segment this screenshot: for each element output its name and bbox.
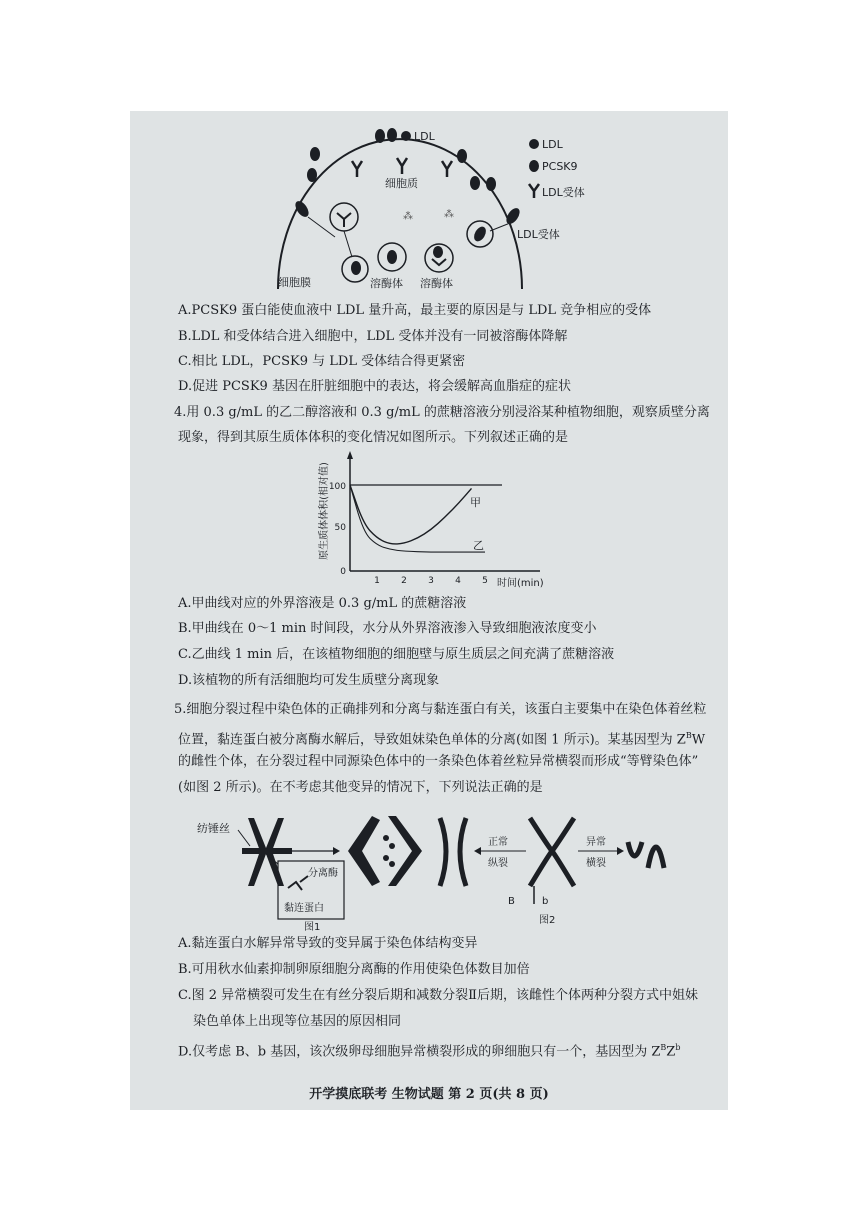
x-tick-4: 4: [455, 576, 461, 586]
ldl-cell-diagram: [130, 111, 728, 296]
y-axis-label: 原生质体体积(相对值): [319, 462, 330, 560]
x-tick-3: 3: [428, 576, 434, 586]
q3-option-c: C.相比 LDL，PCSK9 与 LDL 受体结合得更紧密: [178, 354, 466, 369]
legend-pcsk9: PCSK9: [542, 160, 578, 173]
q4-stem-1: 4.用 0.3 g/mL 的乙二醇溶液和 0.3 g/mL 的蔗糖溶液分别浸浴某种植物细胞，观察质壁分离: [174, 405, 710, 420]
label-lysosome-2: 溶酶体: [420, 277, 453, 290]
svg-text:⁂: ⁂: [403, 211, 413, 222]
label-membrane: 细胞膜: [278, 276, 311, 289]
fig2-normal-2: 纵裂: [488, 858, 508, 869]
q5-option-b: B.可用秋水仙素抑制卵原细胞分离酶的作用使染色体数目加倍: [178, 962, 530, 977]
q5-stem-2: 位置，黏连蛋白被分离酶水解后，导致姐妹染色单体的分离(如图 1 所示)。某基因型为 $Z^BW$: [178, 731, 706, 748]
label-cytoplasm: 细胞质: [385, 177, 418, 190]
page-footer: 开学摸底联考 生物试题 第 2 页(共 8 页): [309, 1087, 549, 1102]
q5-stem-1: 5.细胞分裂过程中染色体的正确排列和分离与黏连蛋白有关，该蛋白主要集中在染色体着丝粒: [174, 702, 707, 717]
fig2-allele-b-lower: b: [542, 896, 549, 907]
q5-stem-3: 的雌性个体，在分裂过程中同源染色体中的一条染色体着丝粒异常横裂而形成“等臂染色体”: [178, 754, 699, 769]
series-jia-line: [350, 485, 472, 544]
fig2-normal-1: 正常: [488, 837, 508, 848]
q4-option-d: D.该植物的所有活细胞均可发生质壁分离现象: [178, 673, 440, 688]
q5-option-c-cont: 染色单体上出现等位基因的原因相同: [193, 1014, 402, 1029]
chromosome-figures: [190, 806, 670, 931]
exam-page: [130, 111, 728, 1110]
q5-option-c: C.图 2 异常横裂可发生在有丝分裂后期和减数分裂Ⅱ后期，该雌性个体两种分裂方式中姐妹: [178, 988, 698, 1003]
label-ldl-top: LDL: [414, 130, 435, 143]
legend-ldl-receptor: LDL受体: [542, 186, 585, 199]
fig1-spindle-label: 纺锤丝: [197, 822, 230, 835]
q4-option-b: B.甲曲线在 0～1 min 时间段，水分从外界溶液渗入导致细胞液浓度变小: [178, 621, 597, 636]
legend-ldl: LDL: [542, 138, 563, 151]
x-tick-2: 2: [401, 576, 407, 586]
q4-stem-2: 现象，得到其原生质体体积的变化情况如图所示。下列叙述正确的是: [178, 430, 569, 445]
label-lysosome-1: 溶酶体: [370, 277, 403, 290]
fig2-abnormal-2: 横裂: [586, 858, 606, 869]
fig2-abnormal-1: 异常: [586, 837, 606, 848]
q5-stem-4: (如图 2 所示)。在不考虑其他变异的情况下，下列说法正确的是: [178, 780, 543, 795]
q4-option-a: A.甲曲线对应的外界溶液是 0.3 g/mL 的蔗糖溶液: [178, 596, 467, 611]
y-tick-100: 100: [328, 482, 346, 492]
x-tick-5: 5: [482, 576, 488, 586]
x-tick-1: 1: [374, 576, 380, 586]
x-axis-label: 时间(min): [497, 578, 544, 589]
series-yi-line: [350, 485, 485, 552]
series-jia-label: 甲: [470, 496, 481, 509]
fig1-cohesin-label: 黏连蛋白: [284, 903, 324, 914]
y-tick-0: 0: [340, 567, 346, 577]
label-ldl-receptor: LDL受体: [517, 228, 560, 241]
y-tick-50: 50: [334, 523, 346, 533]
svg-text:⁂: ⁂: [444, 209, 454, 220]
fig2-caption: 图2: [539, 915, 556, 926]
q5-option-a: A.黏连蛋白水解异常导致的变异属于染色体结构变异: [178, 936, 478, 951]
q5-option-d: D.仅考虑 B、b 基因，该次级卵母细胞异常横裂形成的卵细胞只有一个，基因型为 $Z^BZ^b$: [178, 1043, 681, 1060]
q4-option-c: C.乙曲线 1 min 后，在该植物细胞的细胞壁与原生质层之间充满了蔗糖溶液: [178, 647, 615, 662]
fig1-enzyme-label: 分离酶: [308, 868, 338, 879]
fig2-allele-b-upper: B: [508, 896, 515, 907]
series-yi-label: 乙: [473, 539, 484, 552]
q3-option-d: D.促进 PCSK9 基因在肝脏细胞中的表达，将会缓解高血脂症的症状: [178, 379, 571, 394]
fig1-caption: 图1: [304, 922, 321, 931]
q3-option-a: A.PCSK9 蛋白能使血液中 LDL 量升高，最主要的原因是与 LDL 竞争相应的受体: [178, 303, 652, 318]
protoplast-volume-chart: [310, 451, 570, 591]
q3-option-b: B.LDL 和受体结合进入细胞中，LDL 受体并没有一同被溶酶体降解: [178, 329, 568, 344]
